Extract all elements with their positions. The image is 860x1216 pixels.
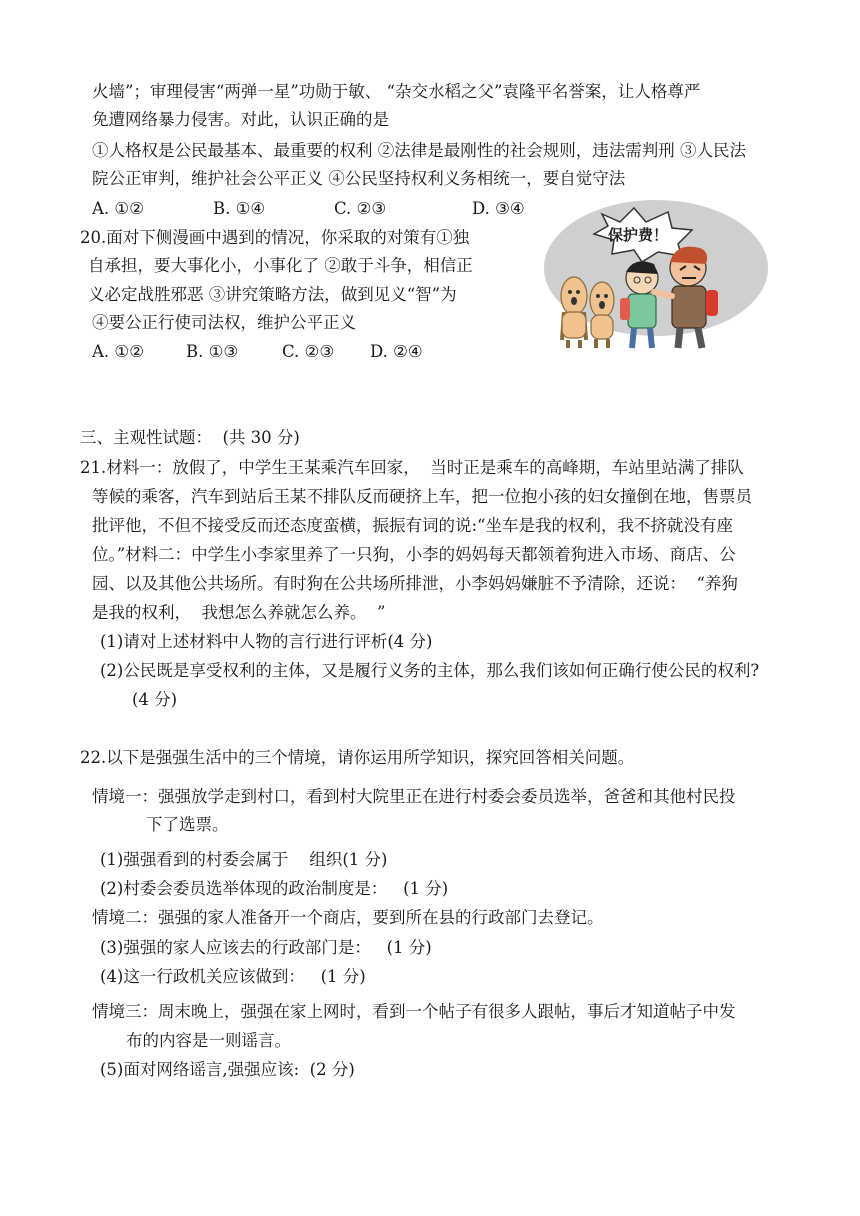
- q20-line-3: 义必定战胜邪恶 ③讲究策略方法，做到见义“智”为: [88, 285, 457, 304]
- q22-scenario-2: 情境二：强强的家人准备开一个商店，要到所在县的行政部门去登记。: [92, 908, 604, 927]
- q22-subquestion-4: (4)这一行政机关应该做到： (1 分): [100, 967, 366, 986]
- q21-line-4: 位。”材料二：中学生小李家里养了一只狗，小李的妈妈每天都领着狗进入市场、商店、公: [92, 545, 736, 564]
- q21-subquestion-2-points: (4 分): [132, 690, 178, 709]
- q21-subquestion-2: (2)公民既是享受权利的主体，又是履行义务的主体，那么我们该如何正确行使公民的权利?: [100, 661, 760, 680]
- q22-scenario-1-cont: 下了选票。: [146, 815, 229, 834]
- q21-line-1: 21.材料一：放假了，中学生王某乘汽车回家， 当时正是乘车的高峰期，车站里站满了排队: [80, 458, 744, 477]
- q20-option-d: D. ②④: [370, 342, 423, 361]
- q19-option-d: D. ③④: [472, 199, 525, 218]
- q19-option-b: B. ①④: [213, 199, 266, 218]
- section-3-title: 三、主观性试题： (共 30 分): [80, 428, 300, 447]
- q22-scenario-1: 情境一：强强放学走到村口，看到村大院里正在进行村委会委员选举，爸爸和其他村民投: [92, 787, 736, 806]
- q21-subquestion-1: (1)请对上述材料中人物的言行进行评析(4 分): [100, 632, 433, 651]
- q22-subquestion-2: (2)村委会委员选举体现的政治制度是： (1 分): [100, 879, 449, 898]
- q22-subquestion-5: (5)面对网络谣言,强强应该: (2 分): [100, 1060, 355, 1079]
- q19-option-a: A. ①②: [92, 199, 144, 218]
- q21-line-5: 园、以及其他公共场所。有时狗在公共场所排泄，小李妈妈嫌脏不予清除，还说： “养狗: [92, 574, 738, 593]
- q20-option-a: A. ①②: [92, 342, 144, 361]
- q21-line-3: 批评他，不但不接受反而还态度蛮横，振振有词的说:“坐车是我的权利，我不挤就没有座: [92, 516, 733, 535]
- cartoon-caption: 保护费！: [607, 227, 669, 244]
- bystander-figure-1: [561, 277, 587, 348]
- q21-line-6: 是我的权利， 我想怎么养就怎么养。 ”: [92, 603, 386, 622]
- q22-subquestion-3: (3)强强的家人应该去的行政部门是： (1 分): [100, 938, 432, 957]
- cartoon-illustration: [542, 200, 770, 350]
- q20-line-4: ④要公正行使司法权，维护公平正义: [92, 313, 356, 332]
- q21-line-2: 等候的乘客，汽车到站后王某不排队反而硬挤上车，把一位抱小孩的妇女撞倒在地，售票员: [92, 487, 752, 506]
- q20-option-b: B. ①③: [186, 342, 239, 361]
- q19-line-4: 院公正审判，维护社会公平正义 ④公民坚持权利义务相统一，要自觉守法: [92, 169, 626, 188]
- q20-line-2: 自承担，要大事化小，小事化了 ②敢于斗争，相信正: [88, 256, 473, 275]
- q19-line-3: ①人格权是公民最基本、最重要的权利 ②法律是最刚性的社会规则，违法需判刑 ③人民法: [92, 141, 746, 160]
- q22-scenario-3-cont: 布的内容是一则谣言。: [126, 1031, 291, 1050]
- q22-line-1: 22.以下是强强生活中的三个情境，请你运用所学知识，探究回答相关问题。: [80, 748, 635, 767]
- q19-line-2: 免遭网络暴力侵害。对此，认识正确的是: [92, 110, 389, 129]
- q20-option-c: C. ②③: [282, 342, 335, 361]
- q22-subquestion-1: (1)强强看到的村委会属于 组织(1 分): [100, 850, 388, 869]
- q20-line-1: 20.面对下侧漫画中遇到的情况，你采取的对策有①独: [80, 228, 470, 247]
- q19-line-1: 火墙”；审理侵害“两弹一星”功勋于敏、 “杂交水稻之父”袁隆平名誉案，让人格尊严: [92, 82, 701, 101]
- q22-scenario-3: 情境三：周末晚上，强强在家上网时，看到一个帖子有很多人跟帖，事后才知道帖子中发: [92, 1002, 736, 1021]
- q19-option-c: C. ②③: [334, 199, 387, 218]
